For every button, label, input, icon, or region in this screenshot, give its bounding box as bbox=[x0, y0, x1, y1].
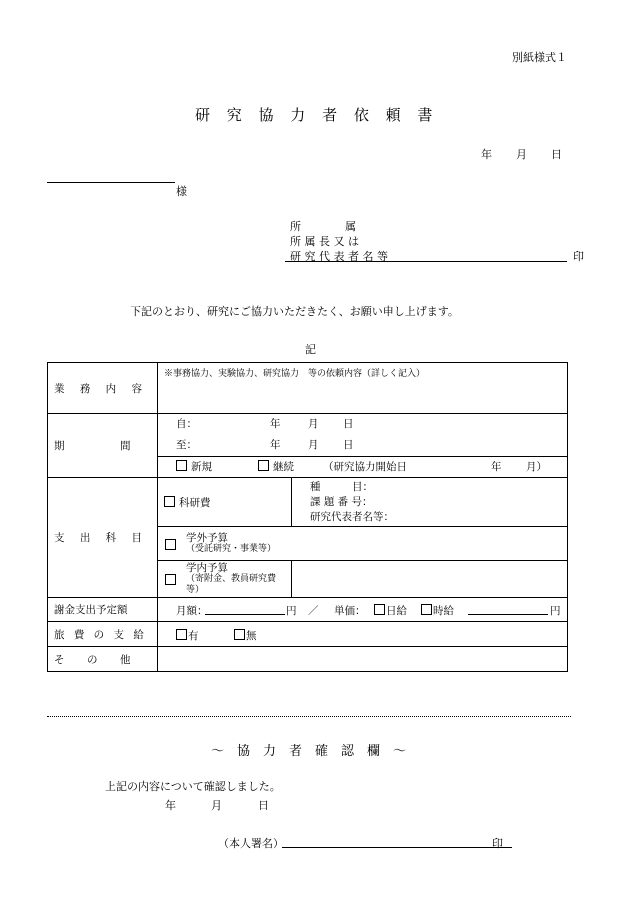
kikan-type-row bbox=[158, 456, 567, 477]
hourly-label: 時給 bbox=[433, 605, 454, 617]
unit-amount-line[interactable] bbox=[468, 614, 548, 615]
kaken-detail[interactable] bbox=[292, 478, 568, 527]
gakunai-sub: （寄附金、教員研究費等） bbox=[186, 573, 277, 595]
row-shishutsu-kaken bbox=[48, 478, 568, 527]
to-month: 月 bbox=[308, 439, 319, 451]
addressee-suffix: 様 bbox=[176, 185, 187, 198]
start-date-label: （研究協力開始日 bbox=[323, 461, 407, 473]
hourly-checkbox[interactable] bbox=[421, 604, 432, 615]
sonota-field[interactable] bbox=[158, 647, 568, 672]
to-label: 至： bbox=[176, 439, 197, 451]
slash: ／ bbox=[308, 605, 319, 617]
from-year: 年 bbox=[270, 418, 281, 430]
kikan-field bbox=[158, 414, 568, 478]
ryohi-field bbox=[158, 622, 568, 647]
kikan-to-row[interactable] bbox=[158, 435, 567, 456]
ryohi-label: 旅 費 の 支 給 bbox=[48, 622, 158, 647]
new-checkbox[interactable] bbox=[176, 460, 187, 471]
confirm-year: 年 bbox=[165, 799, 176, 812]
kadai-label: 課 題 番 号： bbox=[310, 495, 373, 508]
row-sonota bbox=[48, 647, 568, 672]
new-label: 新規 bbox=[191, 461, 212, 473]
start-year: 年 bbox=[491, 461, 502, 473]
gakugai-cell[interactable] bbox=[158, 527, 568, 561]
form-number: 別紙様式１ bbox=[512, 51, 567, 64]
travel-no-checkbox[interactable] bbox=[234, 629, 245, 640]
unit-price-label: 単価： bbox=[334, 605, 366, 617]
yen-label-2: 円 bbox=[550, 605, 561, 617]
kikan-label bbox=[48, 414, 158, 478]
month-label: 月 bbox=[516, 148, 527, 161]
from-month: 月 bbox=[308, 418, 319, 430]
monthly-amount-line[interactable] bbox=[205, 614, 285, 615]
kikan-label-text: 期 間 bbox=[54, 440, 137, 452]
gakugai-checkbox[interactable] bbox=[165, 539, 176, 550]
gakunai-detail[interactable] bbox=[292, 561, 568, 598]
sender-seal: 印 bbox=[573, 250, 584, 263]
sonota-label: そ の 他 bbox=[48, 647, 158, 672]
affiliation-label: 所 属 bbox=[290, 220, 356, 233]
confirm-title: ～ 協 力 者 確 認 欄 ～ bbox=[211, 744, 407, 759]
daihyo-label: 研究代表者名等： bbox=[310, 510, 394, 523]
intro-text: 下記のとおり、研究にご協力いただきたく、お願い申し上げます。 bbox=[130, 305, 459, 318]
gyomu-label: 業 務 内 容 bbox=[48, 363, 158, 414]
confirm-month: 月 bbox=[211, 799, 222, 812]
row-gyomu bbox=[48, 363, 568, 414]
to-year: 年 bbox=[270, 439, 281, 451]
gyomu-note: ※事務協力、実験協力、研究協力 等の依頼内容（詳しく記入） bbox=[164, 369, 426, 379]
gakunai-cell[interactable] bbox=[158, 561, 292, 598]
head-label: 所 属 長 又 は bbox=[290, 235, 359, 248]
gakunai-label: 学内予算 bbox=[186, 561, 228, 574]
year-label: 年 bbox=[481, 148, 492, 161]
yen-label-1: 円 bbox=[286, 605, 297, 617]
confirm-text: 上記の内容について確認しました。 bbox=[105, 780, 281, 793]
cut-line bbox=[47, 716, 571, 717]
travel-yes-label: 有 bbox=[188, 630, 199, 642]
kikan-from-row[interactable] bbox=[158, 414, 567, 435]
continue-checkbox[interactable] bbox=[258, 460, 269, 471]
signature-line[interactable] bbox=[282, 847, 512, 848]
sender-signature-line[interactable] bbox=[285, 261, 567, 262]
confirm-day: 日 bbox=[258, 799, 269, 812]
daily-label: 日給 bbox=[386, 605, 407, 617]
gakunai-checkbox[interactable] bbox=[165, 574, 176, 585]
representative-label: 研 究 代 表 者 名 等 bbox=[290, 250, 388, 263]
gakugai-sub: （受託研究・事業等） bbox=[186, 544, 277, 554]
travel-no-label: 無 bbox=[246, 630, 257, 642]
ki-label: 記 bbox=[305, 343, 316, 356]
travel-yes-checkbox[interactable] bbox=[176, 629, 187, 640]
page-title: 研 究 協 力 者 依 頼 書 bbox=[195, 106, 439, 124]
row-shakin bbox=[48, 598, 568, 622]
gakugai-label: 学外予算 bbox=[186, 532, 228, 544]
addressee-line[interactable] bbox=[47, 182, 175, 183]
request-table bbox=[47, 362, 568, 672]
daily-checkbox[interactable] bbox=[374, 604, 385, 615]
start-month: 月） bbox=[526, 461, 547, 473]
kaken-label: 科研費 bbox=[179, 496, 211, 509]
shishutsu-label: 支 出 科 目 bbox=[48, 478, 158, 598]
row-kikan bbox=[48, 414, 568, 478]
day-label: 日 bbox=[551, 148, 562, 161]
signature-label: （本人署名） bbox=[218, 837, 284, 850]
from-day: 日 bbox=[343, 418, 354, 430]
gyomu-field[interactable] bbox=[158, 363, 568, 414]
from-label: 自： bbox=[176, 418, 197, 430]
shumoku-label: 種 目： bbox=[310, 480, 373, 493]
shakin-label: 謝金支出予定額 bbox=[48, 598, 158, 622]
monthly-label: 月額： bbox=[176, 605, 208, 617]
kaken-cell[interactable] bbox=[158, 478, 292, 527]
signature-seal: 印 bbox=[492, 837, 503, 850]
shakin-field bbox=[158, 598, 568, 622]
row-ryohi bbox=[48, 622, 568, 647]
to-day: 日 bbox=[343, 439, 354, 451]
kaken-checkbox[interactable] bbox=[164, 496, 175, 507]
continue-label: 継続 bbox=[273, 461, 294, 473]
